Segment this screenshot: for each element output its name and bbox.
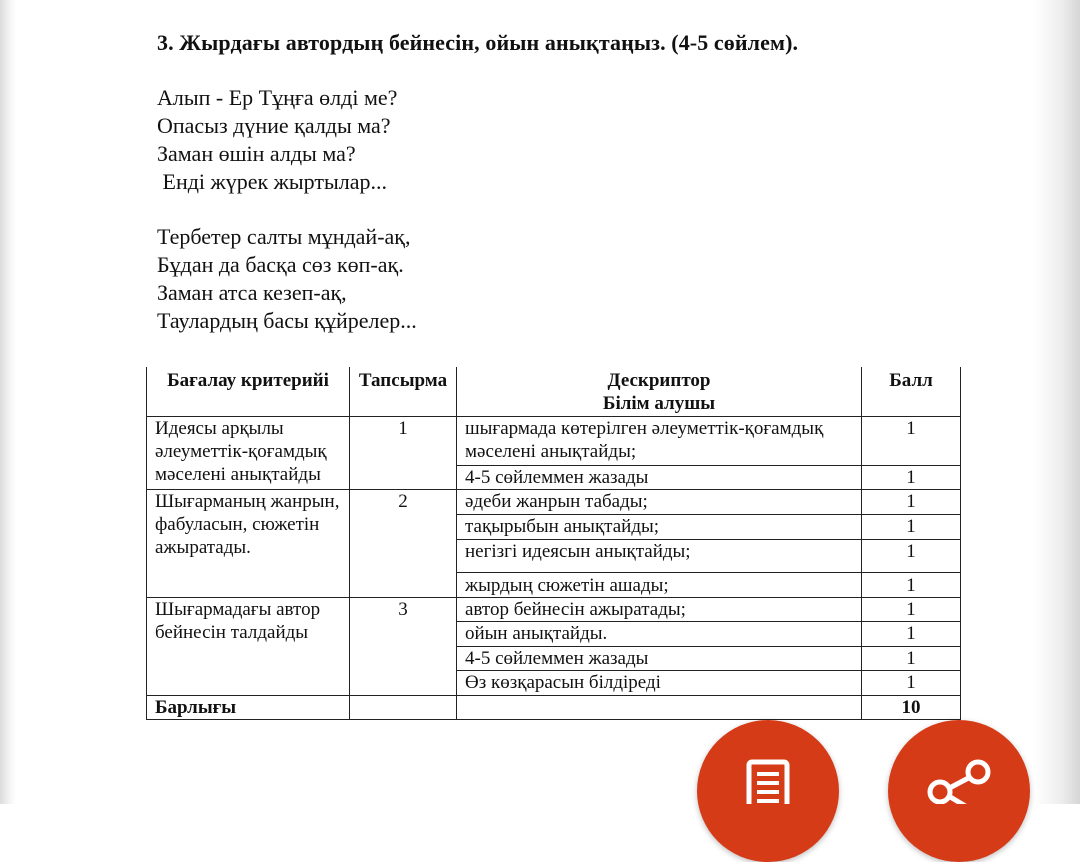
table-header-row [147,367,961,416]
descriptor-cell: шығармада көтерілген әлеуметтік-қоғамдық мәселені анықтайды; [457,416,862,465]
empty-cell [350,695,457,719]
descriptor-cell: 4-5 сөйлеммен жазады [457,646,862,670]
descriptor-cell: негізгі идеясын анықтайды; [457,539,862,572]
descriptor-cell: Өз көзқарасын білдіреді [457,670,862,695]
descriptor-cell: 4-5 сөйлеммен жазады [457,465,862,489]
descriptor-cell: ойын анықтайды. [457,621,862,646]
header-descriptor-label: Дескриптор [607,370,711,391]
task-cell: 2 [350,489,457,597]
table-row [147,489,961,514]
poem-line: Енді жүрек жыртылар... [157,169,388,194]
header-task: Тапсырма [350,367,457,416]
poem-stanza [157,223,417,335]
score-cell: 1 [862,416,961,465]
poem-line: Опасыз дүние қалды ма? [157,113,391,138]
total-score: 10 [862,695,961,719]
task-cell: 1 [350,416,457,489]
score-cell: 1 [862,489,961,514]
header-criterion: Бағалау критерийі [147,367,350,416]
total-label: Барлығы [147,695,350,719]
page-edge [0,0,16,804]
header-descriptor [457,367,862,416]
task-heading: 3. Жырдағы автордың бейнесін, ойын анықтаңыз. (4-5 сөйлем). [157,30,799,55]
criterion-cell: Шығармадағы автор бейнесін талдайды [147,597,350,695]
poem-stanza [157,84,397,196]
total-row [147,695,961,719]
score-cell: 1 [862,465,961,489]
poem-line: Заман өшін алды ма? [157,141,356,166]
poem-line: Бұдан да басқа сөз көп-ақ. [157,252,404,277]
task-cell: 3 [350,597,457,695]
empty-cell [457,695,862,719]
score-cell: 1 [862,572,961,597]
table-row [147,416,961,465]
score-cell: 1 [862,597,961,621]
descriptor-cell: тақырыбын анықтайды; [457,514,862,539]
criterion-cell: Шығарманың жанрын, фабуласын, сюжетін ажыратады. [147,489,350,597]
descriptor-cell: автор бейнесін ажыратады; [457,597,862,621]
poem-line: Таулардың басы құйрелер... [157,308,417,333]
descriptor-cell: әдеби жанрын табады; [457,489,862,514]
score-cell: 1 [862,514,961,539]
score-cell: 1 [862,621,961,646]
score-cell: 1 [862,670,961,695]
poem-line: Заман атса кезеп-ақ, [157,280,347,305]
share-icon [888,720,1030,804]
document-icon [697,720,839,804]
header-student-label: Білім алушы [602,393,716,414]
poem-line: Алып - Ер Тұңға өлді ме? [157,85,398,110]
table-row [147,597,961,621]
score-cell: 1 [862,539,961,572]
header-score: Балл [862,367,961,416]
share-button[interactable] [888,720,1030,862]
assessment-table [146,367,961,720]
page-edge [1034,0,1080,804]
score-cell: 1 [862,646,961,670]
criterion-cell: Идеясы арқылы әлеуметтік-қоғамдық мәселені анықтайды [147,416,350,489]
descriptor-cell: жырдың сюжетін ашады; [457,572,862,597]
poem-line: Тербетер салты мұндай-ақ, [157,224,411,249]
document-button[interactable] [697,720,839,862]
